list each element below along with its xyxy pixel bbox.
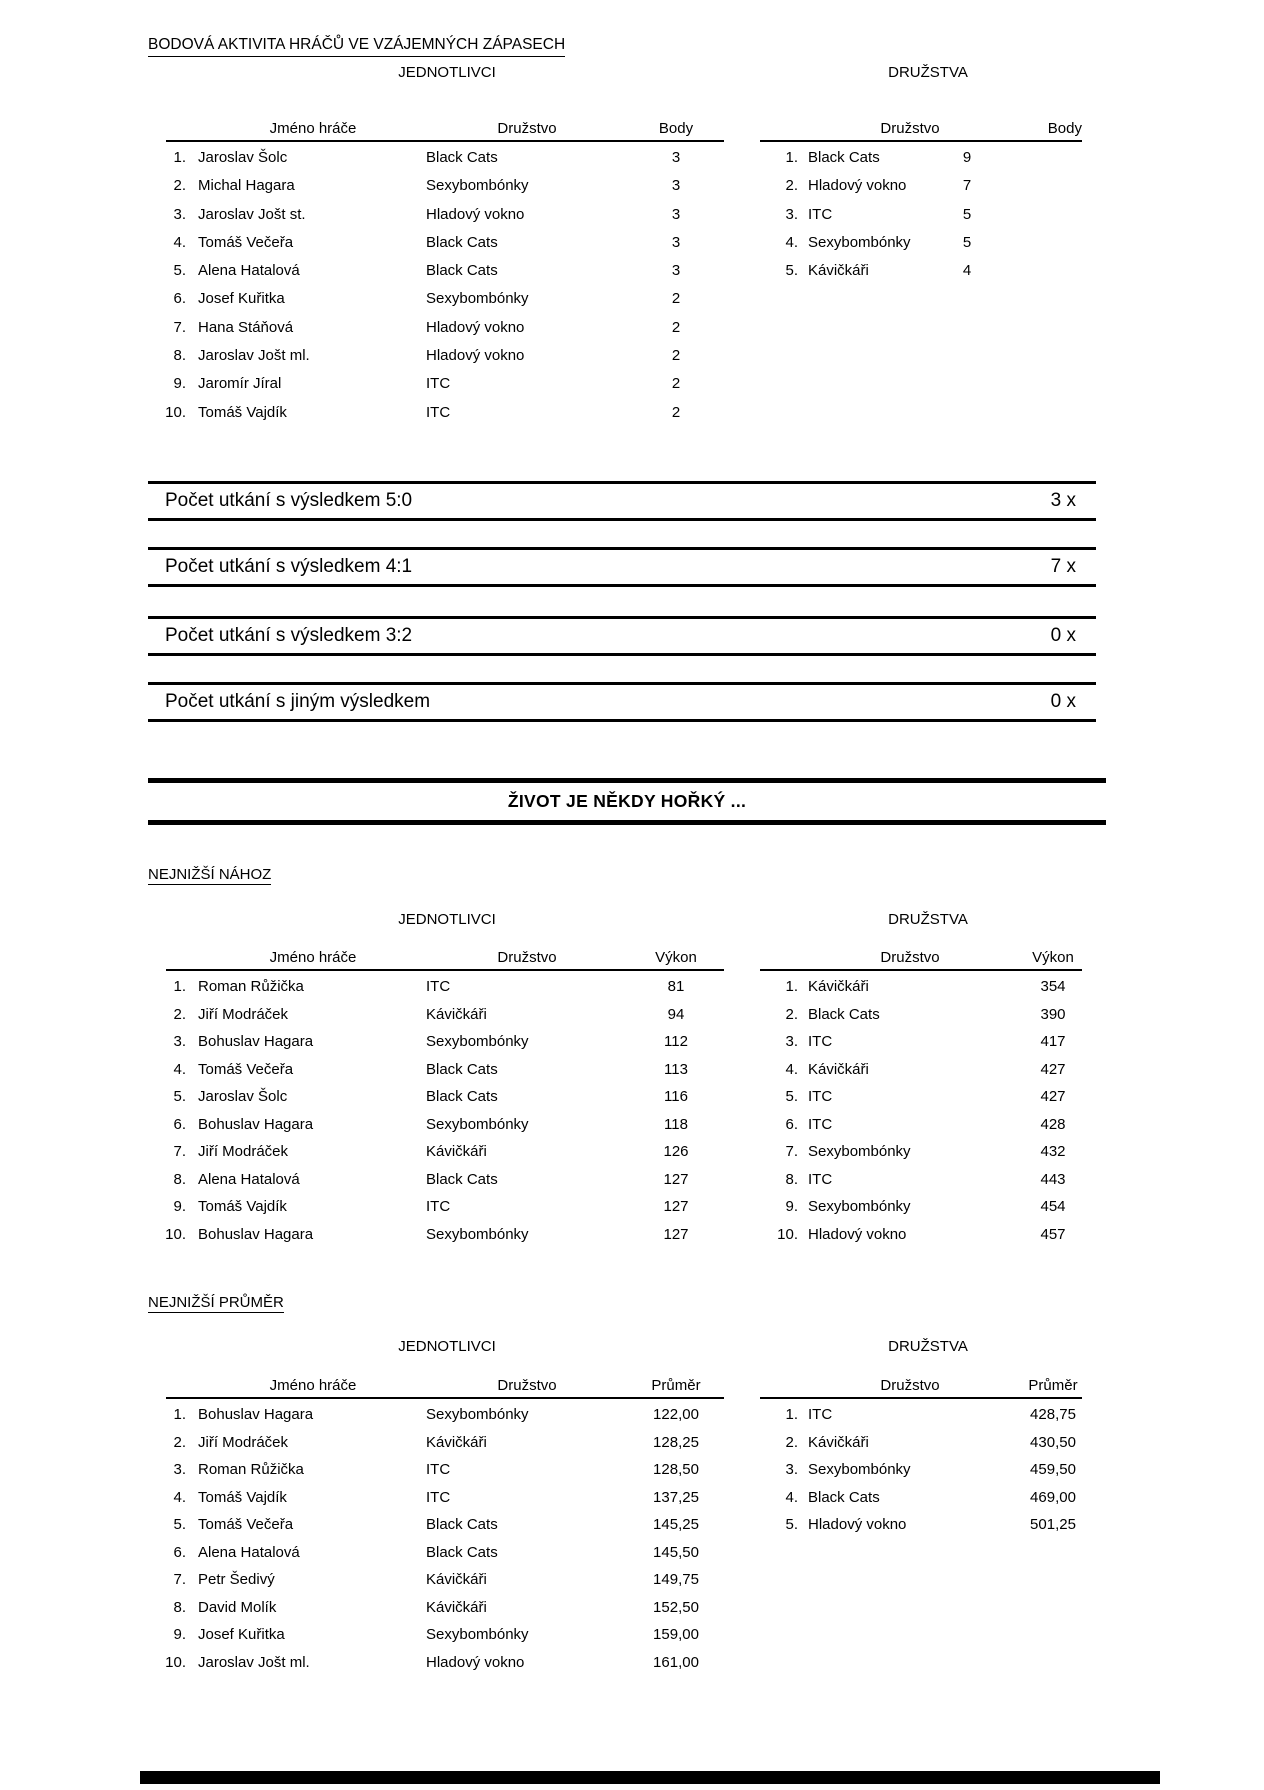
table-row bbox=[148, 1429, 724, 1457]
team-column-header: Družstvo bbox=[497, 1377, 557, 1394]
row-value: 427 bbox=[1040, 1060, 1066, 1078]
lowest-average-heading: NEJNIŽŠÍ PRŮMĚR bbox=[148, 1294, 284, 1311]
row-rank: 7. bbox=[173, 318, 186, 336]
row-rank: 3. bbox=[173, 1033, 186, 1050]
team-name: Black Cats bbox=[808, 1488, 880, 1506]
team-name: ITC bbox=[808, 1033, 833, 1050]
row-rank: 3. bbox=[173, 1461, 186, 1478]
row-value: 112 bbox=[664, 1033, 688, 1050]
match-count-label: Počet utkání s výsledkem 3:2 bbox=[165, 625, 413, 646]
row-rank: 6. bbox=[173, 1115, 186, 1133]
player-name: Bohuslav Hagara bbox=[198, 1115, 314, 1133]
row-value: 5 bbox=[962, 233, 972, 251]
row-value: 417 bbox=[1040, 1033, 1066, 1050]
team-name: Kávičkáři bbox=[426, 1571, 487, 1588]
team-name: Black Cats bbox=[426, 233, 498, 251]
table-row bbox=[148, 1566, 724, 1594]
row-value: 145,25 bbox=[653, 1516, 699, 1533]
player-name: Jiří Modráček bbox=[198, 1005, 289, 1023]
team-name: Sexybombónky bbox=[808, 1143, 911, 1160]
team-name: Kávičkáři bbox=[808, 978, 869, 995]
row-rank: 6. bbox=[173, 1543, 186, 1561]
player-column-header: Jméno hráče bbox=[269, 1377, 357, 1394]
player-name: Josef Kuřitka bbox=[198, 290, 285, 308]
table-row bbox=[148, 1193, 724, 1221]
team-name: Black Cats bbox=[426, 1543, 498, 1561]
match-count-row-4-1 bbox=[148, 547, 1096, 587]
row-rank: 2. bbox=[785, 1005, 798, 1023]
player-name: Bohuslav Hagara bbox=[198, 1406, 314, 1423]
player-name: Jaroslav Jošt ml. bbox=[198, 1653, 310, 1671]
team-name: Black Cats bbox=[426, 1516, 498, 1533]
row-rank: 10. bbox=[165, 1225, 186, 1243]
row-rank: 3. bbox=[785, 1033, 798, 1050]
row-rank: 2. bbox=[173, 177, 186, 195]
row-value: 145,50 bbox=[653, 1543, 699, 1561]
lowest-throw-teams-table bbox=[760, 949, 1082, 1243]
table-row bbox=[760, 1511, 1082, 1539]
row-value: 81 bbox=[667, 978, 685, 995]
row-value: 127 bbox=[663, 1225, 689, 1243]
player-name: Tomáš Večeřa bbox=[198, 1516, 294, 1533]
player-name: Bohuslav Hagara bbox=[198, 1033, 314, 1050]
team-column-header: Družstvo bbox=[497, 949, 557, 966]
team-column-header: Družstvo bbox=[497, 120, 557, 137]
row-value: 113 bbox=[664, 1060, 688, 1078]
row-rank: 3. bbox=[173, 205, 186, 223]
team-name: ITC bbox=[426, 1461, 451, 1478]
row-value: 128,25 bbox=[653, 1433, 699, 1451]
row-rank: 1. bbox=[173, 149, 186, 166]
row-value: 152,50 bbox=[653, 1598, 699, 1616]
table-row bbox=[760, 973, 1082, 1001]
row-value: 3 bbox=[671, 177, 681, 195]
team-name: Hladový vokno bbox=[426, 318, 525, 336]
table-row bbox=[148, 1138, 724, 1166]
team-name: Hladový vokno bbox=[808, 1516, 907, 1533]
row-value: 2 bbox=[671, 318, 681, 336]
row-rank: 1. bbox=[785, 149, 798, 166]
player-name: Alena Hatalová bbox=[198, 1543, 300, 1561]
header-rule bbox=[760, 140, 1082, 142]
row-rank: 4. bbox=[785, 1488, 798, 1506]
team-name: Black Cats bbox=[426, 262, 498, 280]
row-rank: 5. bbox=[785, 1516, 798, 1533]
match-count-label: Počet utkání s jiným výsledkem bbox=[165, 691, 431, 712]
row-value: 161,00 bbox=[653, 1653, 699, 1671]
table-body bbox=[760, 1401, 1082, 1539]
team-name: Sexybombónky bbox=[808, 1198, 911, 1215]
row-rank: 4. bbox=[173, 1060, 186, 1078]
row-value: 428 bbox=[1040, 1115, 1066, 1133]
team-name: Sexybombónky bbox=[426, 1225, 529, 1243]
team-name: ITC bbox=[426, 1488, 451, 1506]
table-row bbox=[148, 1221, 724, 1249]
match-count-value: 7 x bbox=[1050, 556, 1076, 577]
row-rank: 7. bbox=[785, 1143, 798, 1160]
row-rank: 4. bbox=[173, 1488, 186, 1506]
row-rank: 6. bbox=[785, 1115, 798, 1133]
team-name: Sexybombónky bbox=[426, 290, 529, 308]
table-row bbox=[148, 1456, 724, 1484]
team-name: Kávičkáři bbox=[808, 262, 869, 280]
table-row bbox=[148, 342, 724, 370]
team-column-header: Družstvo bbox=[880, 120, 940, 137]
row-rank: 2. bbox=[173, 1005, 186, 1023]
match-count-label: Počet utkání s výsledkem 4:1 bbox=[165, 556, 413, 577]
table-header-row bbox=[148, 120, 724, 140]
row-value: 3 bbox=[671, 233, 681, 251]
table-row bbox=[760, 1056, 1082, 1084]
team-name: Sexybombónky bbox=[808, 1461, 911, 1478]
match-count-row-other bbox=[148, 682, 1096, 722]
table-header-row bbox=[760, 120, 1082, 140]
row-value: 443 bbox=[1040, 1170, 1066, 1188]
footer-rule bbox=[140, 1771, 1160, 1784]
row-value: 94 bbox=[667, 1005, 685, 1023]
team-name: ITC bbox=[808, 1088, 833, 1105]
header-rule bbox=[166, 140, 724, 142]
table-row bbox=[760, 1083, 1082, 1111]
activity-teams-table bbox=[760, 120, 1082, 280]
table-row bbox=[148, 1001, 724, 1029]
row-value: 2 bbox=[671, 403, 681, 421]
row-value: 118 bbox=[664, 1115, 688, 1133]
row-value: 116 bbox=[664, 1088, 688, 1105]
table-row bbox=[148, 1028, 724, 1056]
table-row bbox=[148, 1083, 724, 1111]
table-row bbox=[760, 172, 1082, 200]
table-row bbox=[148, 1111, 724, 1139]
value-column-header: Výkon bbox=[655, 949, 697, 966]
team-column-header: Družstvo bbox=[880, 1377, 940, 1394]
row-rank: 10. bbox=[165, 403, 186, 421]
team-name: Kávičkáři bbox=[808, 1433, 869, 1451]
player-column-header: Jméno hráče bbox=[269, 949, 357, 966]
teams-section-label: DRUŽSTVA bbox=[888, 1338, 968, 1355]
player-name: Jiří Modráček bbox=[198, 1433, 289, 1451]
row-rank: 6. bbox=[173, 290, 186, 308]
row-value: 390 bbox=[1040, 1005, 1066, 1023]
individuals-section-label: JEDNOTLIVCI bbox=[398, 64, 496, 81]
player-name: Roman Růžička bbox=[198, 978, 304, 995]
teams-section-label: DRUŽSTVA bbox=[888, 64, 968, 81]
row-rank: 8. bbox=[173, 347, 186, 365]
row-value: 137,25 bbox=[653, 1488, 699, 1506]
player-name: David Molík bbox=[198, 1598, 277, 1616]
table-row bbox=[760, 1429, 1082, 1457]
table-header-row bbox=[760, 1377, 1082, 1397]
row-value: 149,75 bbox=[653, 1571, 699, 1588]
row-rank: 8. bbox=[173, 1598, 186, 1616]
value-column-header: Průměr bbox=[1028, 1377, 1078, 1394]
row-rank: 2. bbox=[785, 1433, 798, 1451]
table-row bbox=[760, 1456, 1082, 1484]
header-rule bbox=[760, 969, 1082, 971]
row-value: 4 bbox=[962, 262, 972, 280]
table-row bbox=[148, 314, 724, 342]
lowest-average-teams-table bbox=[760, 1377, 1082, 1533]
row-value: 3 bbox=[671, 262, 681, 280]
team-name: Black Cats bbox=[808, 149, 880, 166]
row-value: 428,75 bbox=[1030, 1406, 1076, 1423]
row-rank: 1. bbox=[173, 978, 186, 995]
table-row bbox=[148, 1594, 724, 1622]
player-name: Jaroslav Jošt st. bbox=[198, 205, 306, 223]
table-row bbox=[148, 1511, 724, 1539]
row-rank: 3. bbox=[785, 1461, 798, 1478]
row-rank: 7. bbox=[173, 1143, 186, 1160]
player-name: Jaroslav Šolc bbox=[198, 1088, 288, 1105]
table-row bbox=[148, 1484, 724, 1512]
activity-individuals-table bbox=[148, 120, 724, 421]
team-name: Sexybombónky bbox=[426, 1626, 529, 1643]
team-name: Black Cats bbox=[426, 149, 498, 166]
table-row bbox=[760, 1221, 1082, 1249]
row-rank: 4. bbox=[785, 233, 798, 251]
team-name: ITC bbox=[808, 205, 833, 223]
row-rank: 5. bbox=[173, 1088, 186, 1105]
table-row bbox=[760, 257, 1082, 285]
table-row bbox=[760, 1001, 1082, 1029]
row-value: 454 bbox=[1040, 1198, 1066, 1215]
player-name: Tomáš Vajdík bbox=[198, 403, 287, 421]
table-row bbox=[148, 285, 724, 313]
team-name: Black Cats bbox=[426, 1170, 498, 1188]
row-value: 128,50 bbox=[653, 1461, 699, 1478]
team-name: ITC bbox=[808, 1406, 833, 1423]
team-name: Hladový vokno bbox=[426, 347, 525, 365]
row-value: 126 bbox=[663, 1143, 689, 1160]
table-header-row bbox=[148, 1377, 724, 1397]
row-rank: 9. bbox=[173, 1198, 186, 1215]
player-name: Roman Růžička bbox=[198, 1461, 304, 1478]
table-row bbox=[148, 172, 724, 200]
value-column-header: Průměr bbox=[651, 1377, 701, 1394]
row-value: 9 bbox=[962, 149, 972, 166]
team-name: Kávičkáři bbox=[426, 1598, 487, 1616]
banner bbox=[148, 778, 1106, 825]
team-name: Sexybombónky bbox=[426, 177, 529, 195]
team-name: Kávičkáři bbox=[808, 1060, 869, 1078]
row-value: 469,00 bbox=[1030, 1488, 1076, 1506]
match-count-row-3-2 bbox=[148, 616, 1096, 656]
team-name: ITC bbox=[426, 375, 451, 393]
row-rank: 1. bbox=[785, 978, 798, 995]
row-rank: 10. bbox=[165, 1653, 186, 1671]
table-row bbox=[760, 1028, 1082, 1056]
row-value: 3 bbox=[671, 205, 681, 223]
team-name: ITC bbox=[808, 1115, 833, 1133]
row-rank: 10. bbox=[777, 1225, 798, 1243]
row-value: 432 bbox=[1040, 1143, 1066, 1160]
team-name: Kávičkáři bbox=[426, 1433, 487, 1451]
table-row bbox=[760, 1138, 1082, 1166]
player-name: Michal Hagara bbox=[198, 177, 295, 195]
team-name: Hladový vokno bbox=[808, 177, 907, 195]
table-row bbox=[760, 229, 1082, 257]
value-column-header: Výkon bbox=[1032, 949, 1074, 966]
match-count-value: 0 x bbox=[1050, 625, 1076, 646]
row-rank: 1. bbox=[785, 1406, 798, 1423]
match-count-label: Počet utkání s výsledkem 5:0 bbox=[165, 490, 413, 511]
page-title: BODOVÁ AKTIVITA HRÁČŮ VE VZÁJEMNÝCH ZÁPASECH bbox=[148, 36, 565, 57]
header-rule bbox=[166, 969, 724, 971]
team-name: Black Cats bbox=[426, 1088, 498, 1105]
row-value: 7 bbox=[962, 177, 972, 195]
team-name: ITC bbox=[426, 1198, 451, 1215]
lowest-average-individuals-table bbox=[148, 1377, 724, 1671]
row-value: 159,00 bbox=[653, 1626, 699, 1643]
player-name: Bohuslav Hagara bbox=[198, 1225, 314, 1243]
player-name: Jiří Modráček bbox=[198, 1143, 289, 1160]
table-body bbox=[760, 144, 1082, 285]
table-body bbox=[760, 973, 1082, 1248]
match-count-value: 3 x bbox=[1050, 490, 1076, 511]
player-name: Hana Stáňová bbox=[198, 318, 294, 336]
player-name: Alena Hatalová bbox=[198, 1170, 300, 1188]
table-row bbox=[148, 370, 724, 398]
player-name: Josef Kuřitka bbox=[198, 1626, 285, 1643]
row-rank: 5. bbox=[173, 1516, 186, 1533]
row-value: 457 bbox=[1040, 1225, 1066, 1243]
table-row bbox=[148, 399, 724, 427]
row-rank: 5. bbox=[785, 262, 798, 280]
row-rank: 8. bbox=[785, 1170, 798, 1188]
row-value: 5 bbox=[962, 205, 972, 223]
player-name: Petr Šedivý bbox=[198, 1571, 275, 1588]
match-count-row-5-0 bbox=[148, 481, 1096, 521]
match-count-value: 0 x bbox=[1050, 691, 1076, 712]
row-rank: 3. bbox=[785, 205, 798, 223]
row-rank: 5. bbox=[173, 262, 186, 280]
player-name: Jaroslav Jošt ml. bbox=[198, 347, 310, 365]
table-row bbox=[760, 144, 1082, 172]
table-row bbox=[760, 1111, 1082, 1139]
team-name: Sexybombónky bbox=[426, 1406, 529, 1423]
row-value: 430,50 bbox=[1030, 1433, 1076, 1451]
team-name: Hladový vokno bbox=[426, 1653, 525, 1671]
table-body bbox=[148, 1401, 724, 1676]
row-value: 459,50 bbox=[1030, 1461, 1076, 1478]
row-rank: 9. bbox=[173, 375, 186, 393]
team-name: Sexybombónky bbox=[426, 1115, 529, 1133]
header-rule bbox=[760, 1397, 1082, 1399]
team-name: Hladový vokno bbox=[808, 1225, 907, 1243]
table-row bbox=[760, 201, 1082, 229]
table-row bbox=[148, 144, 724, 172]
team-name: Black Cats bbox=[426, 1060, 498, 1078]
table-row bbox=[148, 973, 724, 1001]
row-rank: 9. bbox=[173, 1626, 186, 1643]
individuals-section-label: JEDNOTLIVCI bbox=[398, 1338, 496, 1355]
banner-text: ŽIVOT JE NĚKDY HOŘKÝ ... bbox=[507, 791, 747, 811]
player-name: Tomáš Vajdík bbox=[198, 1488, 287, 1506]
lowest-throw-individuals-table bbox=[148, 949, 724, 1243]
table-row bbox=[148, 1401, 724, 1429]
team-name: Black Cats bbox=[808, 1005, 880, 1023]
row-value: 127 bbox=[663, 1198, 689, 1215]
header-rule bbox=[166, 1397, 724, 1399]
team-column-header: Družstvo bbox=[880, 949, 940, 966]
table-row bbox=[148, 1056, 724, 1084]
team-name: Sexybombónky bbox=[808, 233, 911, 251]
player-name: Tomáš Večeřa bbox=[198, 1060, 294, 1078]
row-value: 2 bbox=[671, 375, 681, 393]
value-column-header: Body bbox=[1047, 120, 1082, 137]
player-name: Jaroslav Šolc bbox=[198, 149, 288, 166]
table-body bbox=[148, 973, 724, 1248]
player-name: Tomáš Večeřa bbox=[198, 233, 294, 251]
player-name: Jaromír Jíral bbox=[198, 375, 282, 393]
table-row bbox=[760, 1166, 1082, 1194]
player-column-header: Jméno hráče bbox=[269, 120, 357, 137]
row-rank: 9. bbox=[785, 1198, 798, 1215]
table-row bbox=[148, 1539, 724, 1567]
value-column-header: Body bbox=[658, 120, 694, 137]
teams-section-label: DRUŽSTVA bbox=[888, 911, 968, 928]
team-name: ITC bbox=[426, 403, 451, 421]
team-name: Kávičkáři bbox=[426, 1143, 487, 1160]
row-rank: 4. bbox=[173, 233, 186, 251]
team-name: ITC bbox=[426, 978, 451, 995]
row-rank: 2. bbox=[173, 1433, 186, 1451]
lowest-throw-heading: NEJNIŽŠÍ NÁHOZ bbox=[148, 866, 272, 883]
row-rank: 1. bbox=[173, 1406, 186, 1423]
row-value: 2 bbox=[671, 290, 681, 308]
table-row bbox=[148, 229, 724, 257]
table-row bbox=[148, 1166, 724, 1194]
row-rank: 7. bbox=[173, 1571, 186, 1588]
table-row bbox=[760, 1193, 1082, 1221]
player-name: Tomáš Vajdík bbox=[198, 1198, 287, 1215]
table-header-row bbox=[148, 949, 724, 969]
row-rank: 2. bbox=[785, 177, 798, 195]
row-value: 501,25 bbox=[1030, 1516, 1076, 1533]
row-value: 2 bbox=[671, 347, 681, 365]
table-row bbox=[148, 257, 724, 285]
team-name: Sexybombónky bbox=[426, 1033, 529, 1050]
table-row bbox=[148, 1621, 724, 1649]
team-name: ITC bbox=[808, 1170, 833, 1188]
row-rank: 8. bbox=[173, 1170, 186, 1188]
individuals-section-label: JEDNOTLIVCI bbox=[398, 911, 496, 928]
table-row bbox=[148, 1649, 724, 1677]
row-rank: 5. bbox=[785, 1088, 798, 1105]
row-value: 122,00 bbox=[653, 1406, 699, 1423]
row-value: 127 bbox=[663, 1170, 689, 1188]
table-body bbox=[148, 144, 724, 427]
row-value: 3 bbox=[671, 149, 681, 166]
row-value: 354 bbox=[1040, 978, 1066, 995]
table-row bbox=[760, 1484, 1082, 1512]
table-header-row bbox=[760, 949, 1082, 969]
table-row bbox=[760, 1401, 1082, 1429]
row-value: 427 bbox=[1040, 1088, 1066, 1105]
player-name: Alena Hatalová bbox=[198, 262, 300, 280]
team-name: Hladový vokno bbox=[426, 205, 525, 223]
row-rank: 4. bbox=[785, 1060, 798, 1078]
team-name: Kávičkáři bbox=[426, 1005, 487, 1023]
table-row bbox=[148, 201, 724, 229]
